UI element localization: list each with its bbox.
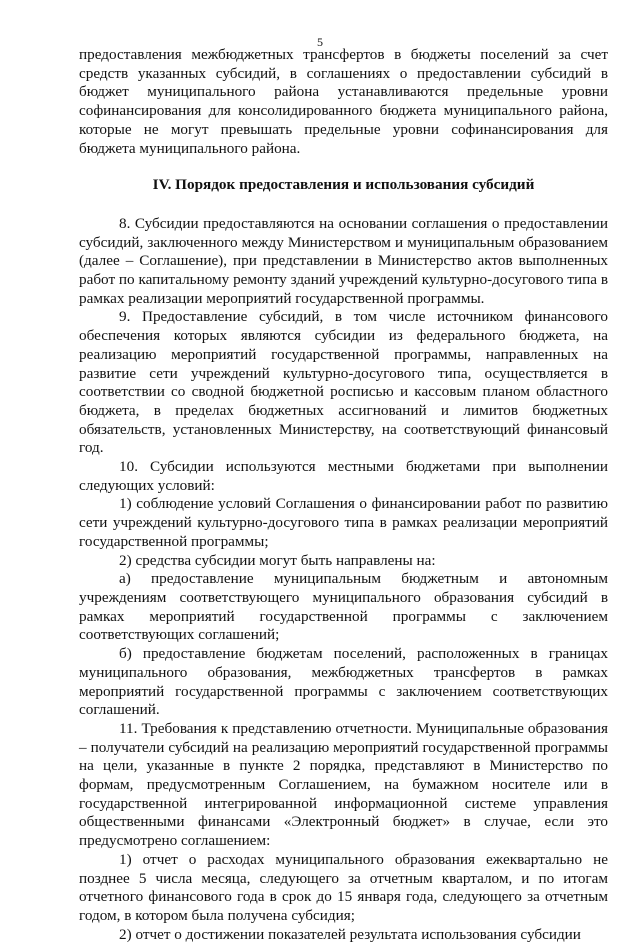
paragraph-8: 8. Субсидии предоставляются на основании соглашения о предоставлении субсидий, заключенного между Министерством и муниципальным образованием (далее – Соглашение), при представлении в Министерство актов выполненных работ по капитальному ремонту зданий учреждений культурно-досугового типа в рамках реализации мероприятий государственной программы. [79,214,608,307]
paragraph-11-2: 2) отчет о достижении показателей результата использования субсидии [119,925,581,943]
paragraph-10-2-b: б) предоставление бюджетам поселений, расположенных в границах муниципального образования, межбюджетных трансфертов в рамках мероприятий государственной программы с заключением соответствующих соглашений. [79,645,608,719]
page-content [79,46,608,944]
paragraph-11-1: 1) отчет о расходах муниципального образования ежеквартально не позднее 5 числа месяца, следующего за отчетным кварталом, и по итогам отчетного финансового года в срок до 15 января года, следующего за отчетным годом, в котором была получена субсидия; [79,850,608,924]
page-number: 5 [317,35,323,49]
paragraph-10: 10. Субсидии используются местными бюджетами при выполнении следующих условий: [79,458,608,494]
paragraph-9: 9. Предоставление субсидий, в том числе источником финансового обеспечения которых являются субсидии из федерального бюджета, на реализацию мероприятий государственной программы, направленных на развитие сети учреждений культурно-досугового типа, осуществляется в соответствии со сводной бюджетной росписью и кассовым планом областного бюджета, в пределах бюджетных ассигнований и лимитов бюджетных обязательств, установленных Министерству, на соответствующий финансовый год. [79,308,608,457]
paragraph-10-2-a: а) предоставление муниципальным бюджетным и автономным учреждениям соответствующего муниципального образования субсидий в рамках мероприятий государственной программы с заключением соответствующих соглашений; [79,570,608,644]
section-title: IV. Порядок предоставления и использования субсидий [152,176,535,194]
paragraph-intro: предоставления межбюджетных трансфертов в бюджеты поселений за счет средств указанных субсидий, в соглашениях о предоставлении субсидий в бюджет муниципального района устанавливаются предельные уровни софинансирования для консолидированного бюджета муниципального района, которые не могут превышать предельные уровни софинансирования для бюджета муниципального района. [79,46,608,157]
paragraph-10-2: 2) средства субсидии могут быть направлены на: [119,551,436,569]
paragraph-11: 11. Требования к представлению отчетности. Муниципальные образования – получатели субсидий на реализацию мероприятий государственной программы на цели, указанные в пункте 2 порядка, представляют в Министерство по формам, предусмотренным Соглашением, на бумажном носителе или в государственной интегрированной информационной системе управления общественными финансами «Электронный бюджет» в случае, если это предусмотрено соглашением: [79,719,608,850]
paragraph-10-1: 1) соблюдение условий Соглашения о финансировании работ по развитию сети учреждений культурно-досугового типа в рамках реализации мероприятий государственной программы; [79,495,608,550]
